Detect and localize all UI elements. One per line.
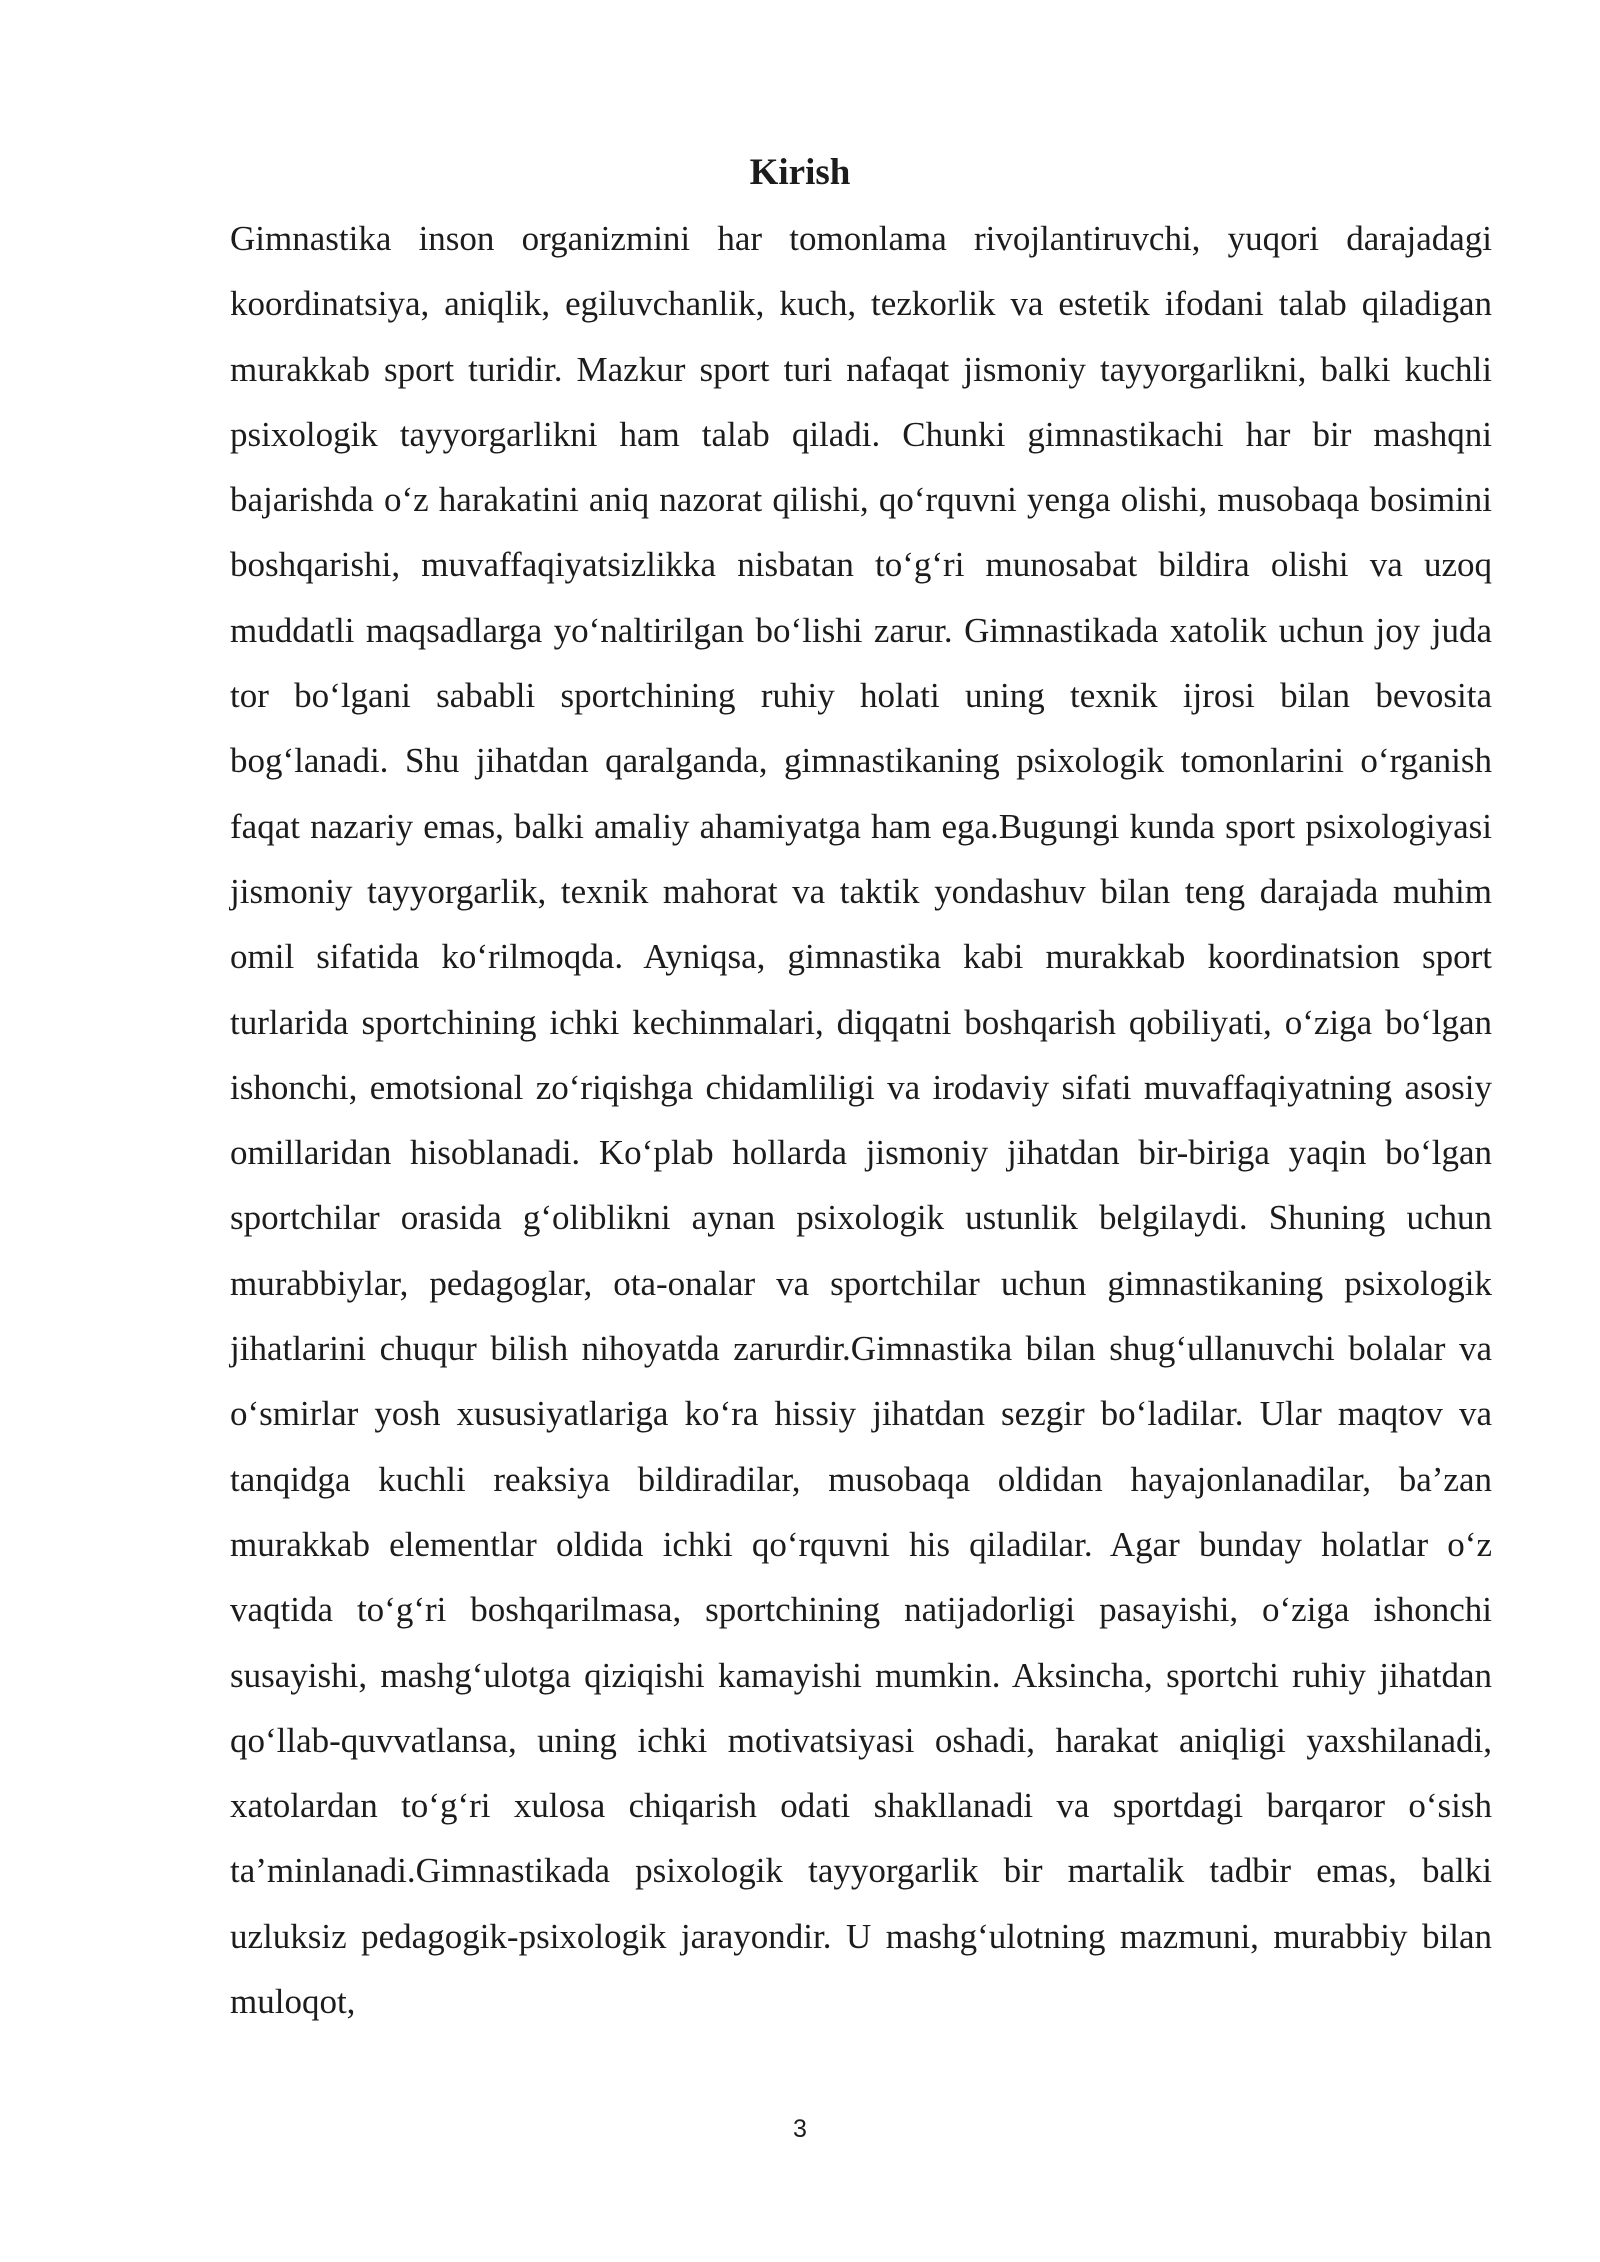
body-paragraph: Gimnastika inson organizmini har tomonlama rivojlantiruvchi, yuqori darajadagi koordinatsiya, aniqlik, egiluvchanlik, kuch, tezkorlik va estetik ifodani talab qiladigan murakkab sport turidir. Mazkur sport turi nafaqat jismoniy tayyorgarlikni, balki kuchli psixologik tayyorgarlikni ham talab qiladi. Chunki gimnastikachi har bir mashqni bajarishda o‘z harakatini aniq nazorat qilishi, qo‘rquvni yenga olishi, musobaqa bosimini boshqarishi, muvaffaqiyatsizlikka nisbatan to‘g‘ri munosabat bildira olishi va uzoq muddatli maqsadlarga yo‘naltirilgan bo‘lishi zarur. Gimnastikada xatolik uchun joy juda tor bo‘lgani sababli sportchining ruhiy holati uning texnik ijrosi bilan bevosita bog‘lanadi. Shu jihatdan qaralganda, gimnastikaning psixologik tomonlarini o‘rganish faqat nazariy emas, balki amaliy ahamiyatga ham ega.Bugungi kunda sport psixologiyasi jismoniy tayyorgarlik, texnik mahorat va taktik yondashuv bilan teng darajada muhim omil sifatida ko‘rilmoqda. Ayniqsa, gimnastika kabi murakkab koordinatsion sport turlarida sportchining ichki kechinmalari, diqqatni boshqarish qobiliyati, o‘ziga bo‘lgan ishonchi, emotsional zo‘riqishga chidamliligi va irodaviy sifati muvaffaqiyatning asosiy omillaridan hisoblanadi. Ko‘plab hollarda jismoniy jihatdan bir-biriga yaqin bo‘lgan sportchilar orasida g‘oliblikni aynan psixologik ustunlik belgilaydi. Shuning uchun murabbiylar, pedagoglar, ota-onalar va sportchilar uchun gimnastikaning psixologik jihatlarini chuqur bilish nihoyatda zarurdir.Gimnastika bilan shug‘ullanuvchi bolalar va o‘smirlar yosh xususiyatlariga ko‘ra hissiy jihatdan sezgir bo‘ladilar. Ular maqtov va tanqidga kuchli reaksiya bildiradilar, musobaqa oldidan hayajonlanadilar, ba’zan murakkab elementlar oldida ichki qo‘rquvni his qiladilar. Agar bunday holatlar o‘z vaqtida to‘g‘ri boshqarilmasa, sportchining natijadorligi pasayishi, o‘ziga ishonchi susayishi, mashg‘ulotga qiziqishi kamayishi mumkin. Aksincha, sportchi ruhiy jihatdan qo‘llab-quvvatlansa, uning ichki motivatsiyasi oshadi, harakat aniqligi yaxshilanadi, xatolardan to‘g‘ri xulosa chiqarish odati shakllanadi va sportdagi barqaror o‘sish ta’minlanadi.Gimnastikada psixologik tayyorgarlik bir martalik tadbir emas, balki uzluksiz pedagogik-psixologik jarayondir. U mashg‘ulotning mazmuni, murabbiy bilan muloqot,	[230, 219, 1492, 2022]
page-title: Kirish	[749, 152, 851, 193]
page-number: 3	[793, 2115, 807, 2143]
